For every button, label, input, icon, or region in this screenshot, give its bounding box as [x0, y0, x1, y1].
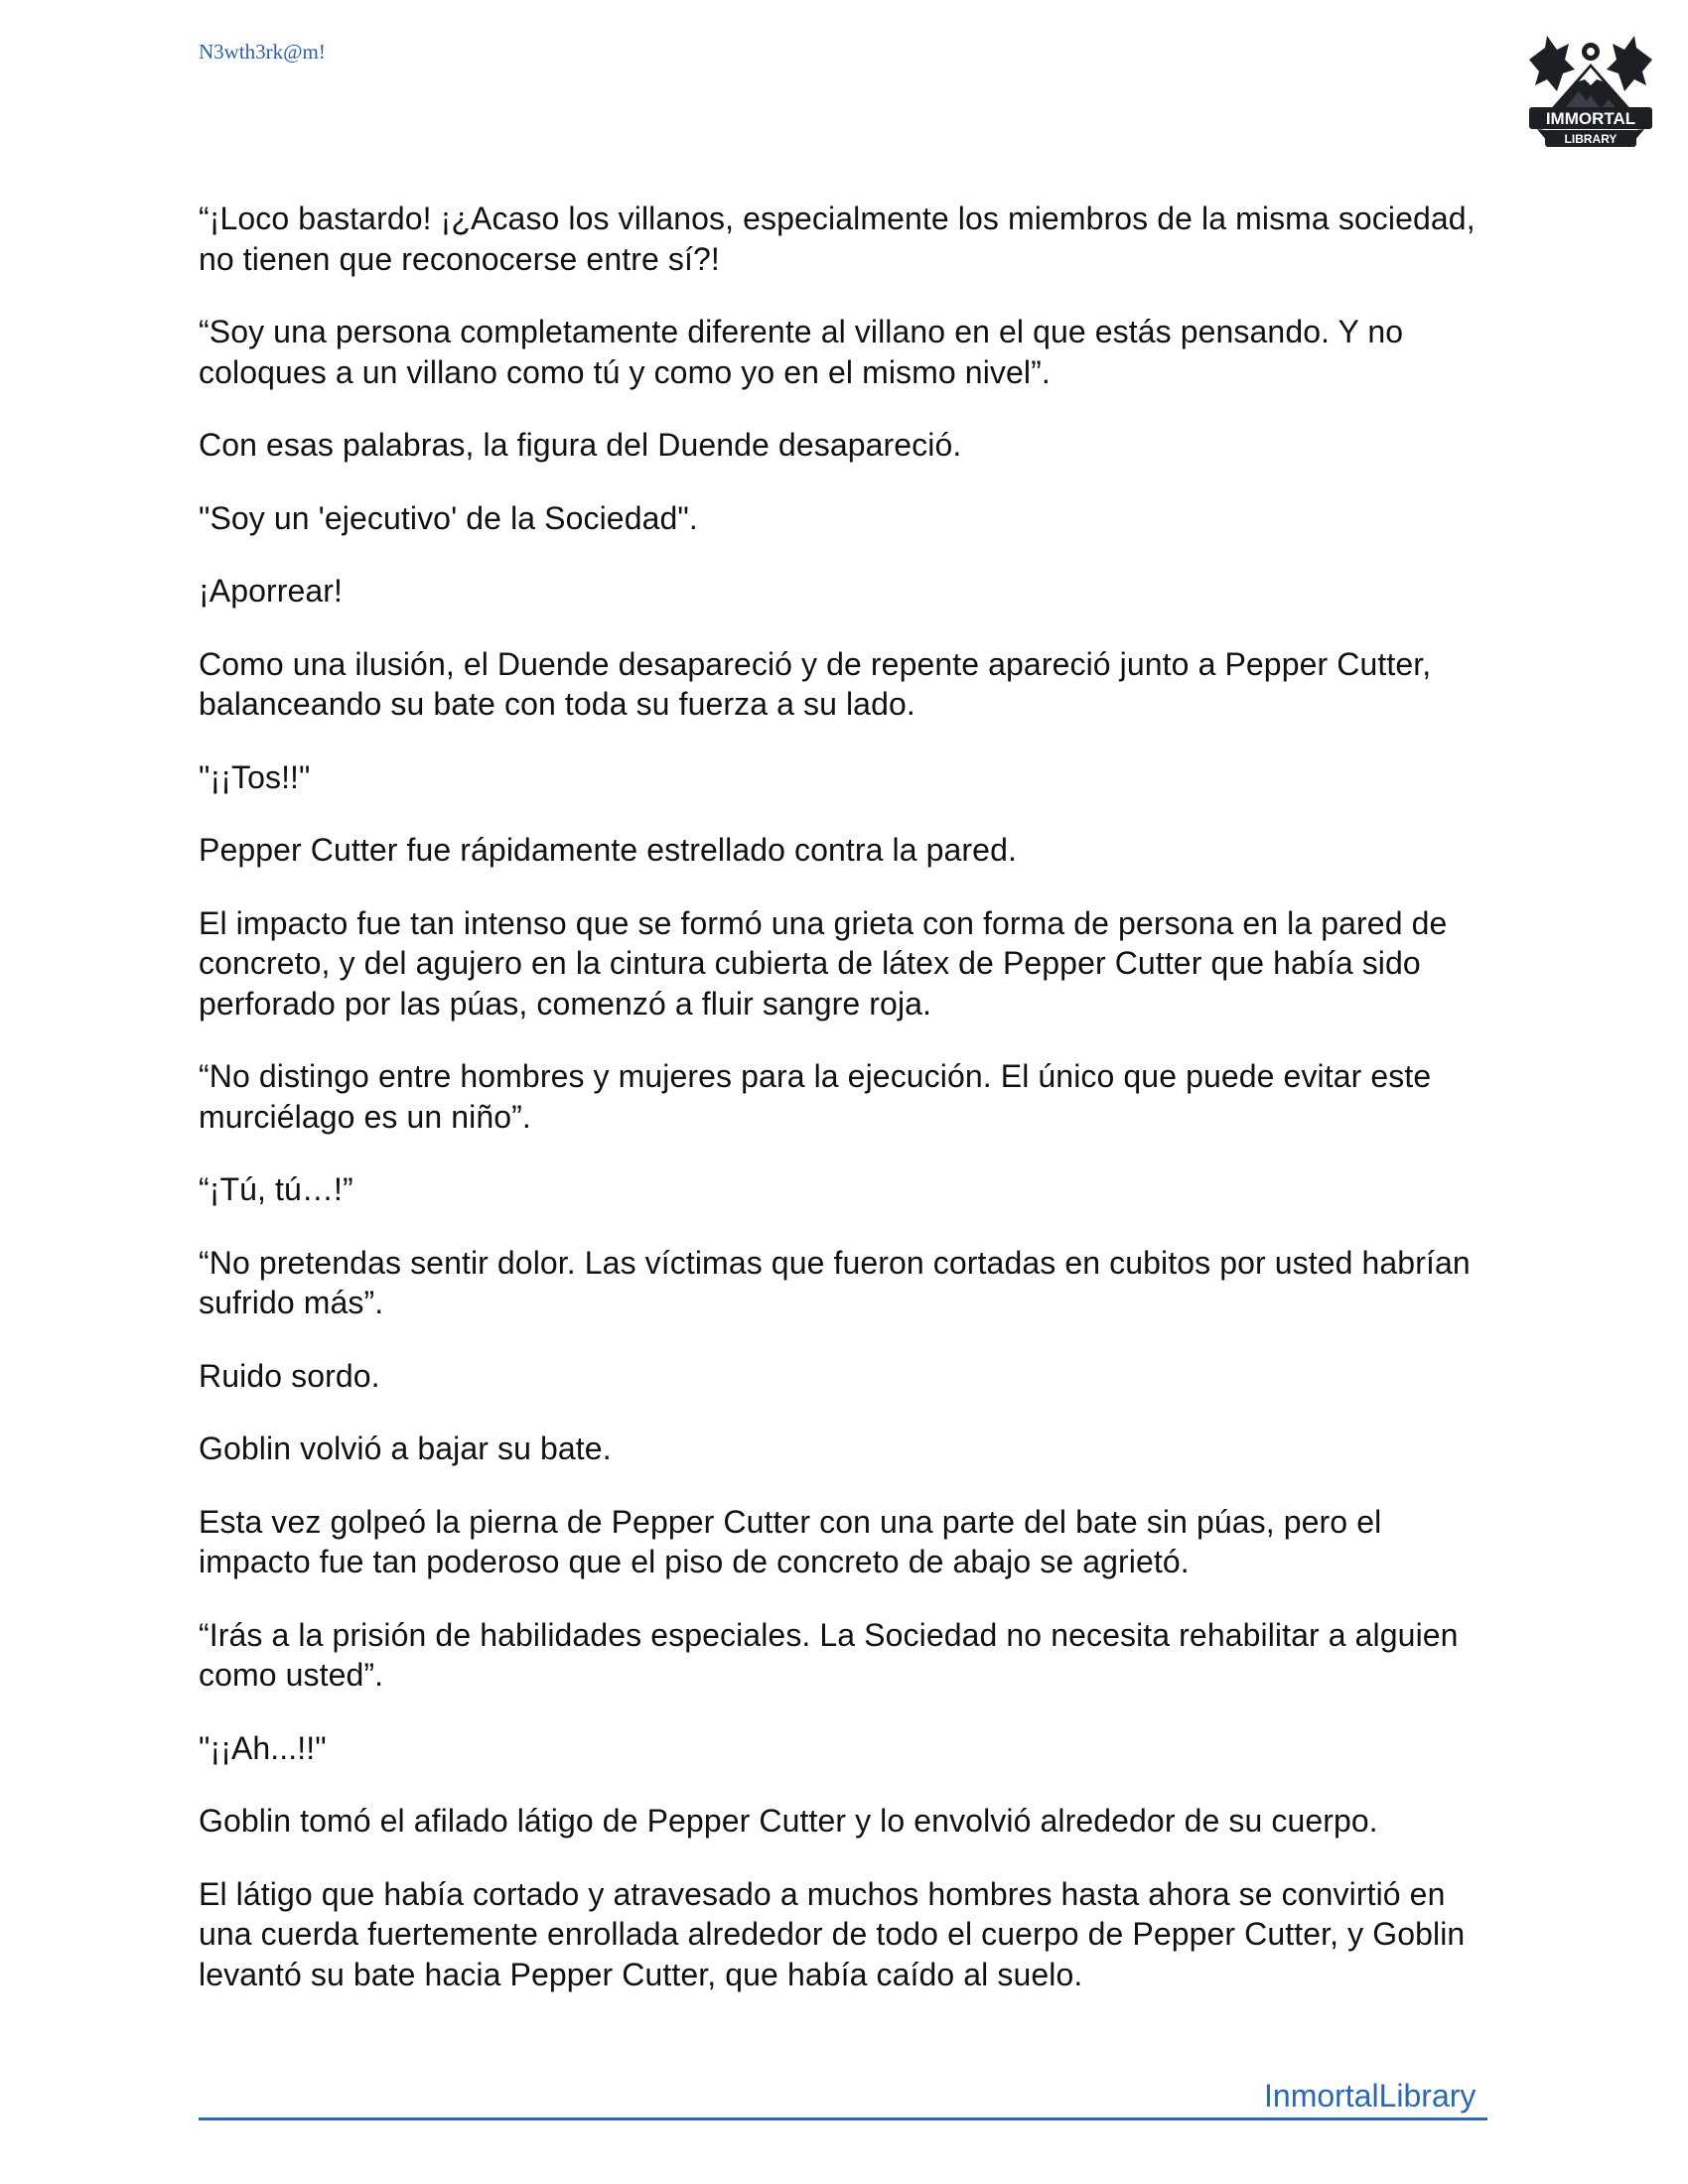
paragraph: Esta vez golpeó la pierna de Pepper Cutter con una parte del bate sin púas, pero el impacto fue tan poderoso que el piso de concreto de abajo se agrietó.	[199, 1503, 1382, 1579]
logo-line1: IMMORTAL	[1545, 109, 1636, 128]
paragraph: Como una ilusión, el Duende desapareció y de repente apareció junto a Pepper Cutter, balanceando su bate con toda su fuerza a su lado.	[199, 645, 1432, 722]
paragraph: “No distingo entre hombres y mujeres para la ejecución. El único que puede evitar este murciélago es un niño”.	[199, 1058, 1432, 1135]
paragraph: “¡Loco bastardo! ¡¿Acaso los villanos, especialmente los miembros de la misma sociedad, no tienen que reconocerse entre sí?!	[199, 201, 1476, 277]
paragraph: "¡¡Tos!!"	[199, 758, 311, 795]
paragraph: Con esas palabras, la figura del Duende desapareció.	[199, 427, 962, 463]
paragraph: “¡Tú, tú…!”	[199, 1171, 353, 1207]
paragraph: Goblin volvió a bajar su bate.	[199, 1431, 612, 1466]
logo-line2: LIBRARY	[1564, 132, 1618, 146]
paragraph: “Soy una persona completamente diferente al villano en el que estás pensando. Y no coloques a un villano como tú y como yo en el mismo nivel”.	[199, 314, 1404, 390]
left-dragon-icon	[1529, 36, 1575, 91]
paragraph: “No pretendas sentir dolor. Las víctimas que fueron cortadas en cubitos por usted habrían sufrido más”.	[199, 1244, 1471, 1320]
paragraph: "¡¡Ah...!!"	[199, 1729, 327, 1766]
chapter-body	[199, 199, 1489, 2027]
paragraph: “Irás a la prisión de habilidades especiales. La Sociedad no necesita rehabilitar a alguien como usted”.	[199, 1616, 1459, 1693]
paragraph: ¡Aporrear!	[199, 573, 344, 609]
paragraph: Ruido sordo.	[199, 1357, 380, 1394]
paragraph: Goblin tomó el afilado látigo de Pepper Cutter y lo envolvió alrededor de su cuerpo.	[199, 1803, 1378, 1839]
immortal-library-logo	[1517, 30, 1664, 164]
paragraph: El impacto fue tan intenso que se formó una grieta con forma de persona en la pared de concreto, y del agujero en la cintura cubierta de látex de Pepper Cutter que había sido perforado por las púas, comenzó a fluir sangre roja.	[199, 904, 1448, 1022]
footer-link[interactable]: InmortalLibrary	[1264, 2078, 1477, 2114]
right-dragon-icon	[1607, 36, 1652, 91]
paragraph: Pepper Cutter fue rápidamente estrellado contra la pared.	[199, 832, 1017, 868]
paragraph: "Soy un 'ejecutivo' de la Sociedad".	[199, 499, 698, 536]
paragraph: El látigo que había cortado y atravesado a muchos hombres hasta ahora se convirtió en una cuerda fuertemente enrollada alrededor de todo el cuerpo de Pepper Cutter, y Goblin levantó su bate hacia Pepper Cutter, que había caído al suelo.	[199, 1875, 1466, 1992]
header-watermark-text: N3wth3rk@m!	[199, 40, 326, 64]
footer-divider	[199, 2117, 1487, 2120]
